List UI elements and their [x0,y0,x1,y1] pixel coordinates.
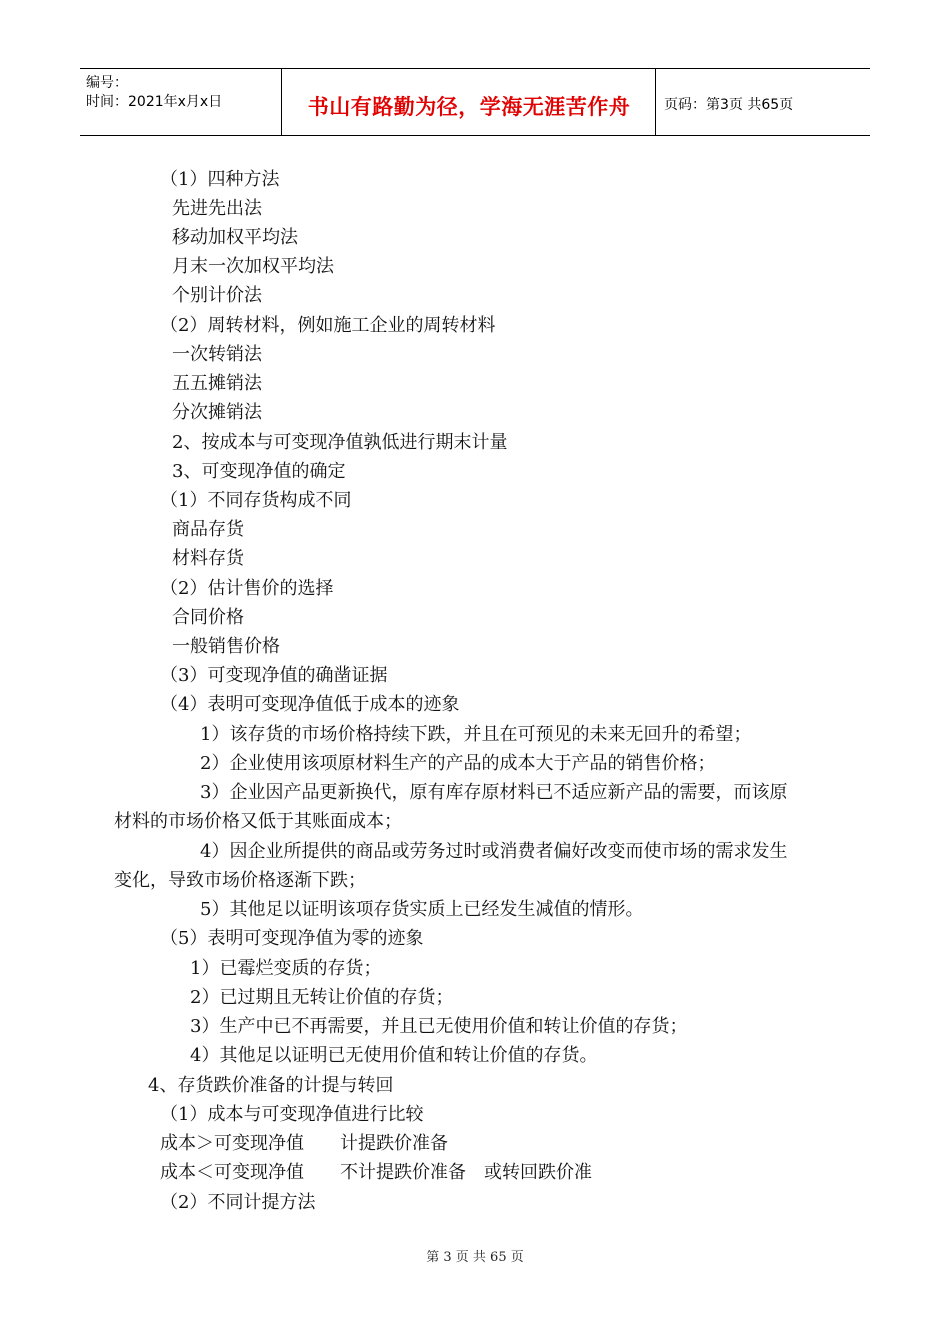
body-line: （1）不同存货构成不同 [160,490,352,511]
body-line: 3）生产中已不再需要，并且已无使用价值和转让价值的存货； [190,1016,688,1037]
header-info-cell [80,69,282,135]
time-label: 时间：2021年x月x日 [86,94,223,110]
body-line: 成本＞可变现净值 计提跌价准备 [160,1133,448,1154]
body-line: 五五摊销法 [172,373,262,394]
header-motto: 书山有路勤为径，学海无涯苦作舟 [307,95,631,119]
body-line: 合同价格 [172,607,244,628]
body-line: （5）表明可变现净值为零的迹象 [160,928,424,949]
body-line: 2）已过期且无转让价值的存货； [190,987,454,1008]
body-line: 5）其他足以证明该项存货实质上已经发生减值的情形。 [200,899,644,920]
body-line: 2）企业使用该项原材料生产的产品的成本大于产品的销售价格； [200,753,716,774]
body-line: （2）周转材料，例如施工企业的周转材料 [160,315,496,336]
body-line: 商品存货 [172,519,244,540]
header-page-cell [656,69,870,135]
body-line: 一次转销法 [172,344,262,365]
body-line: 1）该存货的市场价格持续下跌，并且在可预见的未来无回升的希望； [200,724,752,745]
page-header [80,68,870,136]
body-line: 3）企业因产品更新换代，原有库存原材料已不适应新产品的需要，而该原 [200,782,788,803]
body-line: （2）不同计提方法 [160,1192,316,1213]
body-line: 2、按成本与可变现净值孰低进行期末计量 [172,432,508,453]
header-page-info: 页码：第3页 共65页 [664,97,794,113]
body-line: 1）已霉烂变质的存货； [190,958,382,979]
body-line: 4、存货跌价准备的计提与转回 [148,1075,394,1096]
body-line: 4）因企业所提供的商品或劳务过时或消费者偏好改变而使市场的需求发生 [200,841,788,862]
body-line: 移动加权平均法 [172,227,298,248]
serial-label: 编号： [86,75,128,91]
body-line: （3）可变现净值的确凿证据 [160,665,388,686]
body-line: 3、可变现净值的确定 [172,461,346,482]
body-line: （1）四种方法 [160,169,280,190]
body-line: 个别计价法 [172,285,262,306]
body-line: 月末一次加权平均法 [172,256,334,277]
body-line: 一般销售价格 [172,636,280,657]
body-line: （4）表明可变现净值低于成本的迹象 [160,694,460,715]
body-line: （1）成本与可变现净值进行比较 [160,1104,424,1125]
body-line: 先进先出法 [172,198,262,219]
body-line: 材料的市场价格又低于其账面成本； [114,811,402,832]
body-line: 材料存货 [172,548,244,569]
body-line: 分次摊销法 [172,402,262,423]
body-line: 4）其他足以证明已无使用价值和转让价值的存货。 [190,1045,598,1066]
header-motto-cell [282,69,656,135]
body-line: （2）估计售价的选择 [160,578,334,599]
body-line: 成本＜可变现净值 不计提跌价准备 或转回跌价准 [160,1162,592,1183]
body-line: 变化，导致市场价格逐渐下跌； [114,870,366,891]
page-footer: 第 3 页 共 65 页 [426,1250,524,1265]
